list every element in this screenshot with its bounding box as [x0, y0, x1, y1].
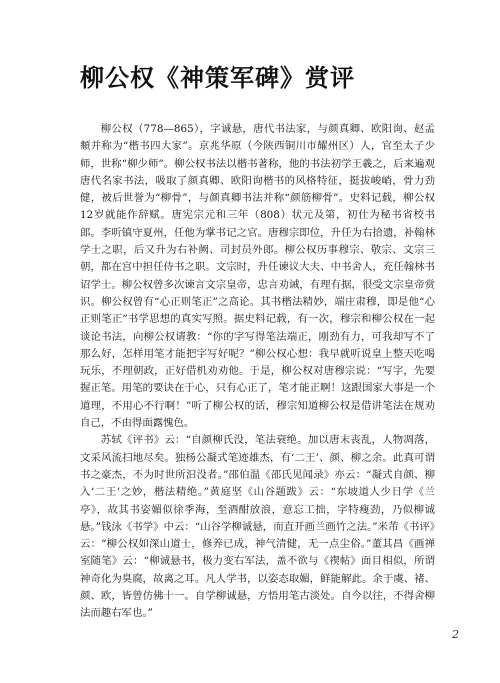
article-body — [80, 121, 435, 623]
paragraph: 苏轼《评书》云：“自颜柳氏没，笔法衰绝。加以唐末丧乱，人物凋落，文采风流扫地尽矣。独杨公凝式笔迹雄杰，有‘二王’、颜、柳之余。此真可谓书之豪杰，不为时世所汩没者。”邵伯温《邵氏见闻录》亦云：“凝式自颜、柳入‘二王’之妙，楷法精绝。”黄庭坚《山谷题跋》云：“东坡道人少日学《兰亭》，故其书姿媚似徐季海，至酒酣放浪，意忘工拙，字特瘦劲，乃似柳诚悬。”钱泳《书学》中云：“山谷学柳诚悬，而直开画兰画竹之法。”米芾《书评》云：“柳公权如深山道士，修养已成，神气清健，无一点尘俗。”董其昌《画禅室随笔》云：“柳诚悬书，极力变右军法，盖不欲与《禊帖》面目相似，所谓神奇化为臭腐，故离之耳。凡人学书，以姿态取媚，鲜能解此。余于虞、褚、颜、欧，皆曾仿佛十一。自学柳诚悬，方悟用笔古淡处。自今以往，不得舍柳法而趣右军也。” — [80, 434, 435, 620]
paragraph: 柳公权（778—865），字诚悬，唐代书法家，与颜真卿、欧阳询、赵孟頫并称为“楷书四大家”。京兆华原（今陕西铜川市耀州区）人，官至太子少师，世称“柳少师”。柳公权书法以楷书著称，他的书法初学王羲之，后来遍观唐代名家书法，吸取了颜真卿、欧阳询楷书的风格特征，挺拔峻峭，骨力劲健，被后世誉为“柳骨”，与颜真卿书法并称“颜筋柳骨”。史料记载，柳公权12岁就能作辞赋。唐宪宗元和三年（808）状元及第，初仕为秘书省校书郎。李听镇守夏州，任他为掌书记之官。唐穆宗即位，升任为右拾遗，补翰林学士之职，后又升为右补阙、司封员外郎。柳公权历事穆宗、敬宗、文宗三朝，都在宫中担任侍书之职。文宗时，升任谏议大夫、中书舍人，充任翰林书诏学士。柳公权曾多次谏言文宗皇帝，忠言劝诫，有理有据，很受文宗皇帝赏识。柳公权曾有“心正则笔正”之高论。其书楷法精妙，端庄肃穆，即是他“心正则笔正”书学思想的真实写照。据史料记载，有一次，穆宗和柳公权在一起谈论书法，向柳公权请教：“你的字写得笔法端正，刚劲有力，可我却写不了那么好，怎样用笔才能把字写好呢？”柳公权心想：我早就听说皇上整天吃喝玩乐，不理朝政，正好借机劝劝他。于是，柳公权对唐穆宗说：“写字，先要握正笔。用笔的要诀在于心，只有心正了，笔才能正啊！这跟国家大事是一个道理，不用心不行啊！”听了柳公权的话，穆宗知道柳公权是借讲笔法在规劝自己，不由得面露愧色。 — [80, 123, 435, 430]
page-number: 2 — [452, 628, 459, 641]
page-title: 柳公权《神策军碑》赏评 — [80, 63, 355, 92]
